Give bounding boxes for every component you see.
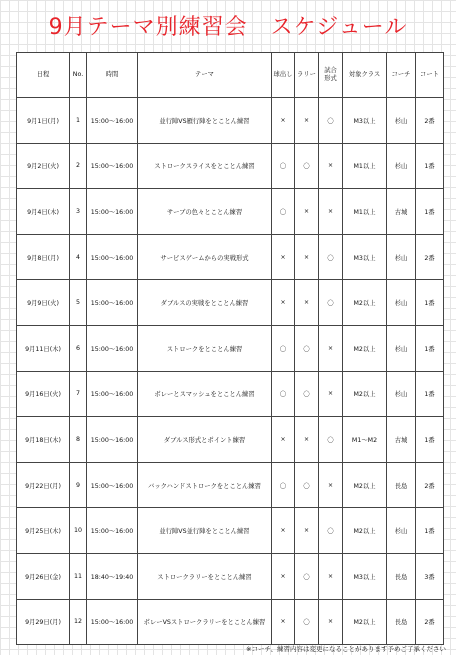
rally-cell: 〇 xyxy=(295,462,319,508)
no-cell: 11 xyxy=(70,553,87,599)
theme-cell: サービスゲームからの実戦形式 xyxy=(138,234,272,280)
coach-cell: 長島 xyxy=(387,553,416,599)
target-class-cell: M2以上 xyxy=(343,462,387,508)
match-format-cell: × xyxy=(319,599,343,645)
theme-cell: バックハンドストロークをとことん練習 xyxy=(138,462,272,508)
no-cell: 4 xyxy=(70,234,87,280)
header-no: No. xyxy=(70,53,87,98)
coach-cell: 古城 xyxy=(387,189,416,235)
coach-cell: 杉山 xyxy=(387,280,416,326)
court-cell: 2番 xyxy=(416,599,444,645)
header-match-format: 試合 形式 xyxy=(319,53,343,98)
theme-cell: ダブルス形式とポイント練習 xyxy=(138,417,272,463)
schedule-table xyxy=(16,52,444,645)
no-cell: 3 xyxy=(70,189,87,235)
time-cell: 15:00〜16:00 xyxy=(87,280,138,326)
header-rally: ラリー xyxy=(295,53,319,98)
time-cell: 15:00〜16:00 xyxy=(87,508,138,554)
rally-cell: 〇 xyxy=(295,371,319,417)
theme-cell: ダブルスの実戦をとことん練習 xyxy=(138,280,272,326)
table-row xyxy=(17,553,444,599)
target-class-cell: M2以上 xyxy=(343,599,387,645)
table-row xyxy=(17,280,444,326)
coach-cell: 杉山 xyxy=(387,234,416,280)
header-target-class: 対象クラス xyxy=(343,53,387,98)
match-format-cell: × xyxy=(319,371,343,417)
court-cell: 1番 xyxy=(416,280,444,326)
match-format-cell: × xyxy=(319,553,343,599)
ball-feed-cell: × xyxy=(272,234,295,280)
court-cell: 1番 xyxy=(416,417,444,463)
court-cell: 2番 xyxy=(416,462,444,508)
no-cell: 9 xyxy=(70,462,87,508)
ball-feed-cell: 〇 xyxy=(272,143,295,189)
date-cell: 9月29日(月) xyxy=(17,599,70,645)
coach-cell: 杉山 xyxy=(387,98,416,144)
match-format-cell: 〇 xyxy=(319,98,343,144)
rally-cell: 〇 xyxy=(295,325,319,371)
rally-cell: × xyxy=(295,280,319,326)
table-row xyxy=(17,98,444,144)
match-format-cell: × xyxy=(319,325,343,371)
table-row xyxy=(17,234,444,280)
ball-feed-cell: 〇 xyxy=(272,371,295,417)
court-cell: 1番 xyxy=(416,371,444,417)
court-cell: 3番 xyxy=(416,553,444,599)
table-row xyxy=(17,508,444,554)
time-cell: 15:00〜16:00 xyxy=(87,98,138,144)
theme-cell: 並行陣VS並行陣をとことん練習 xyxy=(138,508,272,554)
date-cell: 9月26日(金) xyxy=(17,553,70,599)
table-row xyxy=(17,189,444,235)
header-court: コート xyxy=(416,53,444,98)
rally-cell: × xyxy=(295,234,319,280)
coach-cell: 長島 xyxy=(387,599,416,645)
coach-cell: 長島 xyxy=(387,462,416,508)
ball-feed-cell: × xyxy=(272,508,295,554)
match-format-cell: × xyxy=(319,189,343,235)
header-row xyxy=(17,53,444,98)
time-cell: 15:00〜16:00 xyxy=(87,325,138,371)
header-ball-feed: 球出し xyxy=(272,53,295,98)
match-format-cell: × xyxy=(319,462,343,508)
ball-feed-cell: 〇 xyxy=(272,325,295,371)
time-cell: 15:00〜16:00 xyxy=(87,189,138,235)
target-class-cell: M1〜M2 xyxy=(343,417,387,463)
rally-cell: × xyxy=(295,508,319,554)
no-cell: 1 xyxy=(70,98,87,144)
theme-cell: サーブの色々とことん練習 xyxy=(138,189,272,235)
date-cell: 9月16日(火) xyxy=(17,371,70,417)
target-class-cell: M2以上 xyxy=(343,371,387,417)
date-cell: 9月1日(月) xyxy=(17,98,70,144)
no-cell: 8 xyxy=(70,417,87,463)
page-title: 9月テーマ別練習会 スケジュール xyxy=(48,15,408,40)
date-cell: 9月11日(木) xyxy=(17,325,70,371)
theme-cell: ストロークスライスをとことん練習 xyxy=(138,143,272,189)
target-class-cell: M1以上 xyxy=(343,189,387,235)
rally-cell: 〇 xyxy=(295,553,319,599)
no-cell: 7 xyxy=(70,371,87,417)
ball-feed-cell: × xyxy=(272,98,295,144)
target-class-cell: M2以上 xyxy=(343,508,387,554)
no-cell: 5 xyxy=(70,280,87,326)
header-theme: テーマ xyxy=(138,53,272,98)
theme-cell: ボレーとスマッシュをとことん練習 xyxy=(138,371,272,417)
theme-cell: ボレーVSストロークラリーをとことん練習 xyxy=(138,599,272,645)
table-row xyxy=(17,462,444,508)
date-cell: 9月8日(月) xyxy=(17,234,70,280)
target-class-cell: M3以上 xyxy=(343,553,387,599)
date-cell: 9月9日(火) xyxy=(17,280,70,326)
match-format-cell: 〇 xyxy=(319,280,343,326)
court-cell: 1番 xyxy=(416,508,444,554)
time-cell: 15:00〜16:00 xyxy=(87,234,138,280)
time-cell: 15:00〜16:00 xyxy=(87,462,138,508)
rally-cell: × xyxy=(295,189,319,235)
coach-cell: 杉山 xyxy=(387,508,416,554)
theme-cell: 並行陣VS雁行陣をとことん練習 xyxy=(138,98,272,144)
match-format-cell: 〇 xyxy=(319,234,343,280)
time-cell: 15:00〜16:00 xyxy=(87,143,138,189)
table-row xyxy=(17,143,444,189)
date-cell: 9月18日(木) xyxy=(17,417,70,463)
target-class-cell: M1以上 xyxy=(343,143,387,189)
time-cell: 15:00〜16:00 xyxy=(87,599,138,645)
time-cell: 15:00〜16:00 xyxy=(87,417,138,463)
header-date: 日程 xyxy=(17,53,70,98)
court-cell: 2番 xyxy=(416,234,444,280)
date-cell: 9月4日(木) xyxy=(17,189,70,235)
court-cell: 1番 xyxy=(416,325,444,371)
match-format-cell: × xyxy=(319,143,343,189)
table-row xyxy=(17,417,444,463)
court-cell: 1番 xyxy=(416,189,444,235)
date-cell: 9月22日(月) xyxy=(17,462,70,508)
court-cell: 2番 xyxy=(416,98,444,144)
coach-cell: 古城 xyxy=(387,417,416,463)
ball-feed-cell: 〇 xyxy=(272,462,295,508)
match-format-cell: 〇 xyxy=(319,417,343,463)
theme-cell: ストロークをとことん練習 xyxy=(138,325,272,371)
header-time: 時間 xyxy=(87,53,138,98)
ball-feed-cell: × xyxy=(272,417,295,463)
time-cell: 15:00〜16:00 xyxy=(87,371,138,417)
rally-cell: 〇 xyxy=(295,143,319,189)
coach-cell: 杉山 xyxy=(387,325,416,371)
target-class-cell: M3以上 xyxy=(343,234,387,280)
no-cell: 12 xyxy=(70,599,87,645)
header-coach: コーチ xyxy=(387,53,416,98)
match-format-cell: 〇 xyxy=(319,508,343,554)
table-row xyxy=(17,599,444,645)
table-row xyxy=(17,371,444,417)
rally-cell: 〇 xyxy=(295,599,319,645)
date-cell: 9月2日(火) xyxy=(17,143,70,189)
target-class-cell: M2以上 xyxy=(343,325,387,371)
coach-cell: 杉山 xyxy=(387,143,416,189)
ball-feed-cell: × xyxy=(272,280,295,326)
ball-feed-cell: × xyxy=(272,553,295,599)
theme-cell: ストロークラリーをとことん練習 xyxy=(138,553,272,599)
ball-feed-cell: 〇 xyxy=(272,189,295,235)
rally-cell: × xyxy=(295,98,319,144)
time-cell: 18:40〜19:40 xyxy=(87,553,138,599)
date-cell: 9月25日(木) xyxy=(17,508,70,554)
no-cell: 10 xyxy=(70,508,87,554)
table-row xyxy=(17,325,444,371)
coach-cell: 杉山 xyxy=(387,371,416,417)
rally-cell: × xyxy=(295,417,319,463)
target-class-cell: M2以上 xyxy=(343,280,387,326)
no-cell: 6 xyxy=(70,325,87,371)
court-cell: 1番 xyxy=(416,143,444,189)
ball-feed-cell: × xyxy=(272,599,295,645)
target-class-cell: M3以上 xyxy=(343,98,387,144)
no-cell: 2 xyxy=(70,143,87,189)
footnote: ※コーチ、練習内容は変更になることがあります予めご了承ください xyxy=(246,645,446,653)
